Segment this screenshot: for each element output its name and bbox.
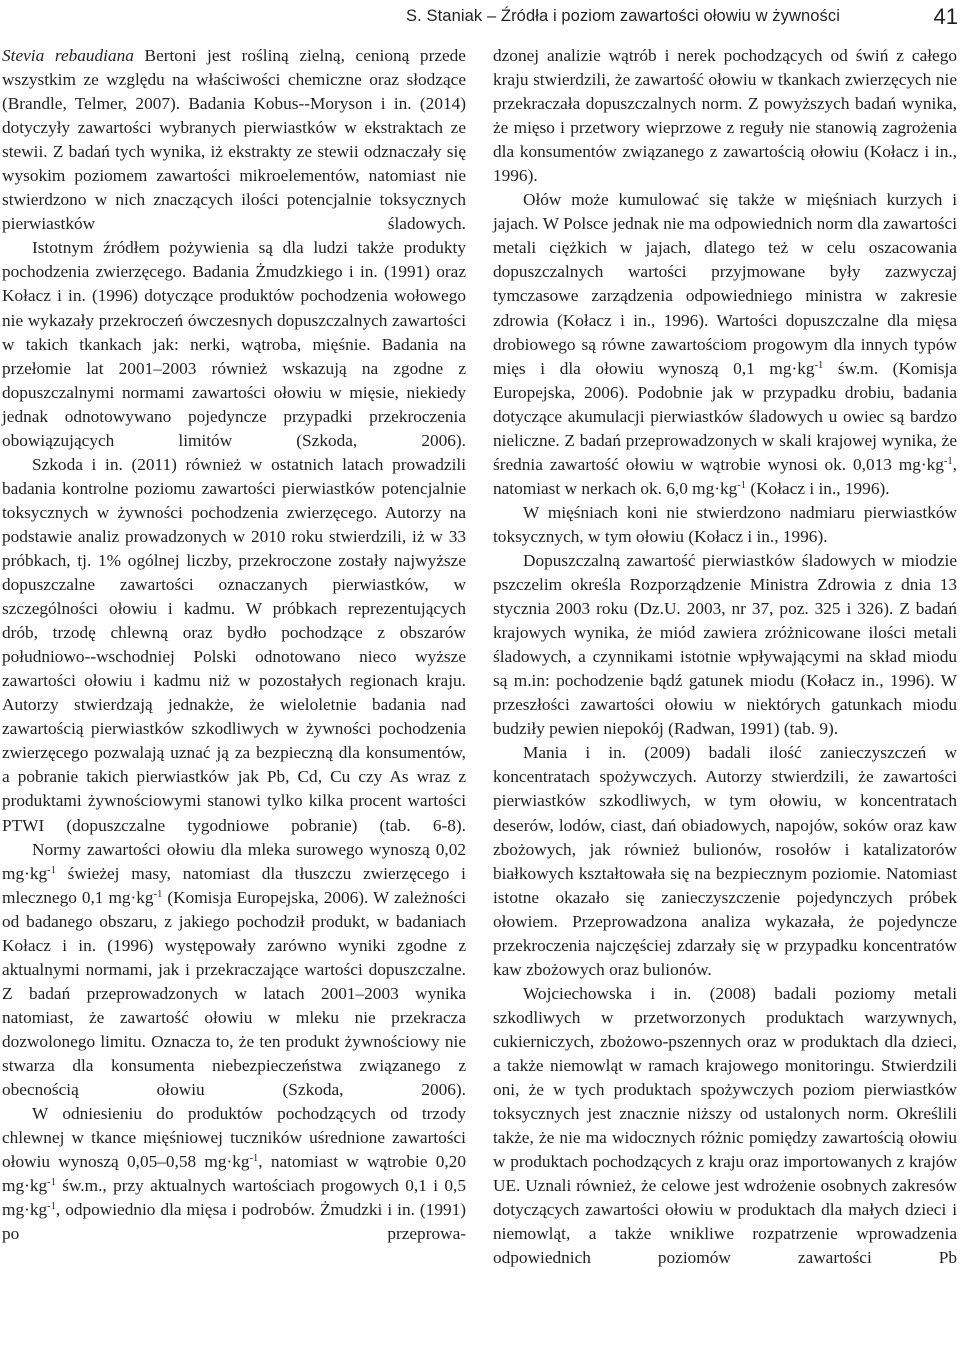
- superscript: -1: [47, 864, 56, 876]
- right-column: [493, 44, 957, 1270]
- paragraph-text: Wojciechowska i in. (2008) badali poziomy metali szkodliwych w przetworzonych produktach warzywnych, cukierniczych, zbożowo-pszennych oraz w produktach dla dzieci, a także niemowląt w ramach krajowego monitoringu. Stwierdzili oni, że w tych produktach spożywczych poziom pierwiastków toksycznych jest znacznie niższy od ustalonych norm. Określili także, że nie ma widocznych różnic pomiędzy zawartością ołowiu w produktach pochodzących z kraju oraz importowanych z krajów UE. Uznali również, że celowe jest wdrożenie osobnych zakresów dotyczących zawartości ołowiu w produktach dla małych dzieci i niemowląt, a także wnikliwe rozpatrzenie wprowadzenia odpowiednich poziomów zawartości Pb: [493, 983, 957, 1268]
- text-segment: (Kołacz i in., 1996).: [746, 478, 890, 498]
- text-segment: , natomiast w nerkach ok. 6,0 mg·kg: [493, 454, 957, 498]
- paragraph-animal-products: [2, 236, 466, 452]
- page-header: [0, 4, 960, 34]
- paragraph-pork: [2, 1102, 466, 1246]
- paragraph-honey: [493, 549, 957, 741]
- text-segment: W odniesieniu do produktów pochodzących od trzody chlewnej w tkance mięśniowej tuczników uśrednione zawartości ołowiu wynoszą 0,05–0,58 mg·kg: [2, 1104, 466, 1172]
- text-segment: św.m., przy aktualnych wartościach progowych 0,1 i 0,5 mg·kg: [2, 1176, 466, 1220]
- paragraph-text: dzonej analizie wątrób i nerek pochodzących od świń z całego kraju stwierdzili, że zawartość ołowiu w tkankach zwierzęcych nie przekraczała dopuszczalnych norm. Z powyższych badań wynika, że mięso i przetwory wieprzowe z reguły nie stanowią zagrożenia dla konsumentów związanego z zawartością ołowiu (Kołacz i in., 1996).: [493, 46, 957, 186]
- paragraph-text: Istotnym źródłem pożywienia są dla ludzi także produkty pochodzenia zwierzęcego. Badania Żmudzkiego i in. (1991) oraz Kołacz i in. (1996) dotyczące produktów pochodzenia wołowego nie wykazały przekroczeń ówczesnych dopuszczalnych zawartości w takich tkankach jak: nerki, wątroba, mięśnie. Badania na przełomie lat 2001–2003 również wskazują na zgodne z dopuszczalnymi normami zawartości ołowiu w mięsie, niekiedy jednak odnotowywano pojedyncze przypadki przekroczenia obowiązujących limitów (Szkoda, 2006).: [2, 238, 466, 450]
- superscript: -1: [47, 1201, 56, 1213]
- paragraph-text: W mięśniach koni nie stwierdzono nadmiaru pierwiastków toksycznych, w tym ołowiu (Kołacz i in., 1996).: [493, 502, 957, 546]
- paragraph-text: Mania i in. (2009) badali ilość zanieczyszczeń w koncentratach spożywczych. Autorzy stwierdzili, że zawartości pierwiastków szkodliwych, w tym ołowiu, w koncentratach deserów, lodów, ciast, dań obiadowych, napojów, soków oraz kaw zbożowych, jak również bulionów, rosołów i katalizatorów białkowych kształtowała się na bezpiecznym poziomie. Natomiast istotne okazało się zanieczyszczenie pojedynczych próbek ołowiem. Przeprowadzona analiza wykazała, że pojedyncze przekroczenia najczęściej zdarzały się w przypadku koncentratów kaw zbożowych oraz bulionów.: [493, 743, 957, 979]
- paragraph-liver-kidney: [493, 44, 957, 188]
- paragraph-stevia: [2, 44, 466, 236]
- page-number: 41: [933, 4, 958, 29]
- paragraph-text: Szkoda i in. (2011) również w ostatnich latach prowadzili badania kontrolne poziomu zawartości pierwiastków potencjalnie toksycznych w żywności pochodzenia zwierzęcego. Autorzy na podstawie analiz prowadzonych w 2010 roku stwierdzili, iż w 33 próbkach, tj. 1% ogólnej liczby, przekroczone zostały najwyższe dopuszczalne zawartości oznaczanych pierwiastków, w szczególności ołowiu i kadmu. W próbkach reprezentujących drób, trzodę chlewną oraz bydło pochodzące z obszarów południowo--wschodniej Polski odnotowano nieco wyższe zawartości ołowiu i kadmu niż w pozostałych regionach kraju. Autorzy stwierdzają jednakże, że wieloletnie badania nad zawartością pierwiastków szkodliwych w żywności pochodzenia zwierzęcego pozwalają uznać ją za bezpieczną dla konsumentów, a pobranie takich pierwiastków jak Pb, Cd, Cu czy As wraz z produktami żywnościowymi stanowi tylko kilka procent wartości PTWI (dopuszczalne tygodniowe pobranie) (tab. 6-8).: [2, 454, 466, 835]
- superscript: -1: [249, 1153, 259, 1165]
- paragraph-text: Dopuszczalną zawartość pierwiastków śladowych w miodzie pszczelim określa Rozporządzenie Ministra Zdrowia z dnia 13 stycznia 2003 roku (Dz.U. 2003, nr 37, poz. 325 i 326). Z badań krajowych wynika, że miód zawiera zróżnicowane ilości metali śladowych, a czynnikami istotnie wpływającymi na skład miodu są m.in: pochodzenie bądź gatunek miodu (Kołacz in., 1996). W przeszłości zawartości ołowiu w niektórych gatunkach miodu budziły pewien niepokój (Radwan, 1991) (tab. 9).: [493, 550, 957, 739]
- text-segment: , odpowiednio dla mięsa i podrobów. Żmudzki i in. (1991) po przeprowa-: [2, 1200, 466, 1244]
- text-segment: świeżej masy, natomiast dla tłuszczu zwierzęcego i mlecznego 0,1 mg·kg: [2, 863, 466, 907]
- text-segment: (Komisja Europejska, 2006). W zależności od badanego obszaru, z jakiego pochodził produkt, w badaniach Kołacz i in. (1996) występowały zarówno wyniki zgodne z aktualnymi normami, jak i przekraczające wartości dopuszczalne. Z badań przeprowadzonych w latach 2001–2003 wynika natomiast, że zawartość ołowiu w mleku nie przekracza dozwolonego limitu. Oznacza to, że ten produkt żywnościowy nie stwarza dla konsumenta niebezpieczeństwa związanego z obecnością ołowiu (Szkoda, 2006).: [2, 887, 466, 1100]
- paragraph-milk-norms: [2, 838, 466, 1103]
- running-title: S. Staniak – Źródła i poziom zawartości ołowiu w żywności: [406, 7, 840, 25]
- paragraph-concentrates: [493, 741, 957, 981]
- paragraph-poultry-sheep: [493, 188, 957, 501]
- text-segment: Normy zawartości ołowiu dla mleka surowego wynoszą 0,02 mg·kg: [2, 839, 466, 883]
- paragraph-horses: [493, 501, 957, 549]
- text-segment: św.m. (Komisja Europejska, 2006). Podobnie jak w przypadku drobiu, badania dotyczące akumulacji pierwiastków śladowych u owiec są bardzo nieliczne. Z badań przeprowadzonych w skali krajowej wynika, że średnia zawartość ołowiu w wątrobie wynosi ok. 0,013 mg·kg: [493, 358, 957, 474]
- paragraph-szkoda: [2, 453, 466, 838]
- superscript: -1: [737, 479, 747, 491]
- superscript: -1: [153, 888, 163, 900]
- superscript: -1: [814, 359, 824, 371]
- left-column: [2, 44, 466, 1246]
- text-segment: , natomiast w wątrobie 0,20 mg·kg: [2, 1152, 466, 1196]
- species-name: Stevia rebaudiana: [2, 46, 134, 65]
- superscript: -1: [943, 455, 953, 467]
- paragraph-text: Bertoni jest rośliną zielną, cenioną przede wszystkim ze względu na właściwości chemiczne oraz słodzące (Brandle, Telmer, 2007). Badania Kobus--Moryson i in. (2014) dotyczyły zawartości wybranych pierwiastków w ekstraktach ze stewii. Z badań tych wynika, iż ekstrakty ze stewii odznaczały się wysokim poziomem zawartości mikroelementów, natomiast nie stwierdzono w nich znaczących ilości potencjalnie toksycznych pierwiastków śladowych.: [2, 46, 466, 234]
- paragraph-processed-products: [493, 982, 957, 1271]
- superscript: -1: [47, 1177, 56, 1189]
- text-segment: Ołów może kumulować się także w mięśniach kurzych i jajach. W Polsce jednak nie ma odpowiednich norm dla zawartości metali ciężkich w jajach, dlatego też w celu oszacowania dopuszczalnych wartości przyjmowane były zazwyczaj tymczasowe zarządzenia odpowiedniego ministra w zakresie zdrowia (Kołacz i in., 1996). Wartości dopuszczalne dla mięsa drobiowego są równe zawartościom progowym dla innych typów mięs i dla ołowiu wynoszą 0,1 mg·kg: [493, 190, 957, 378]
